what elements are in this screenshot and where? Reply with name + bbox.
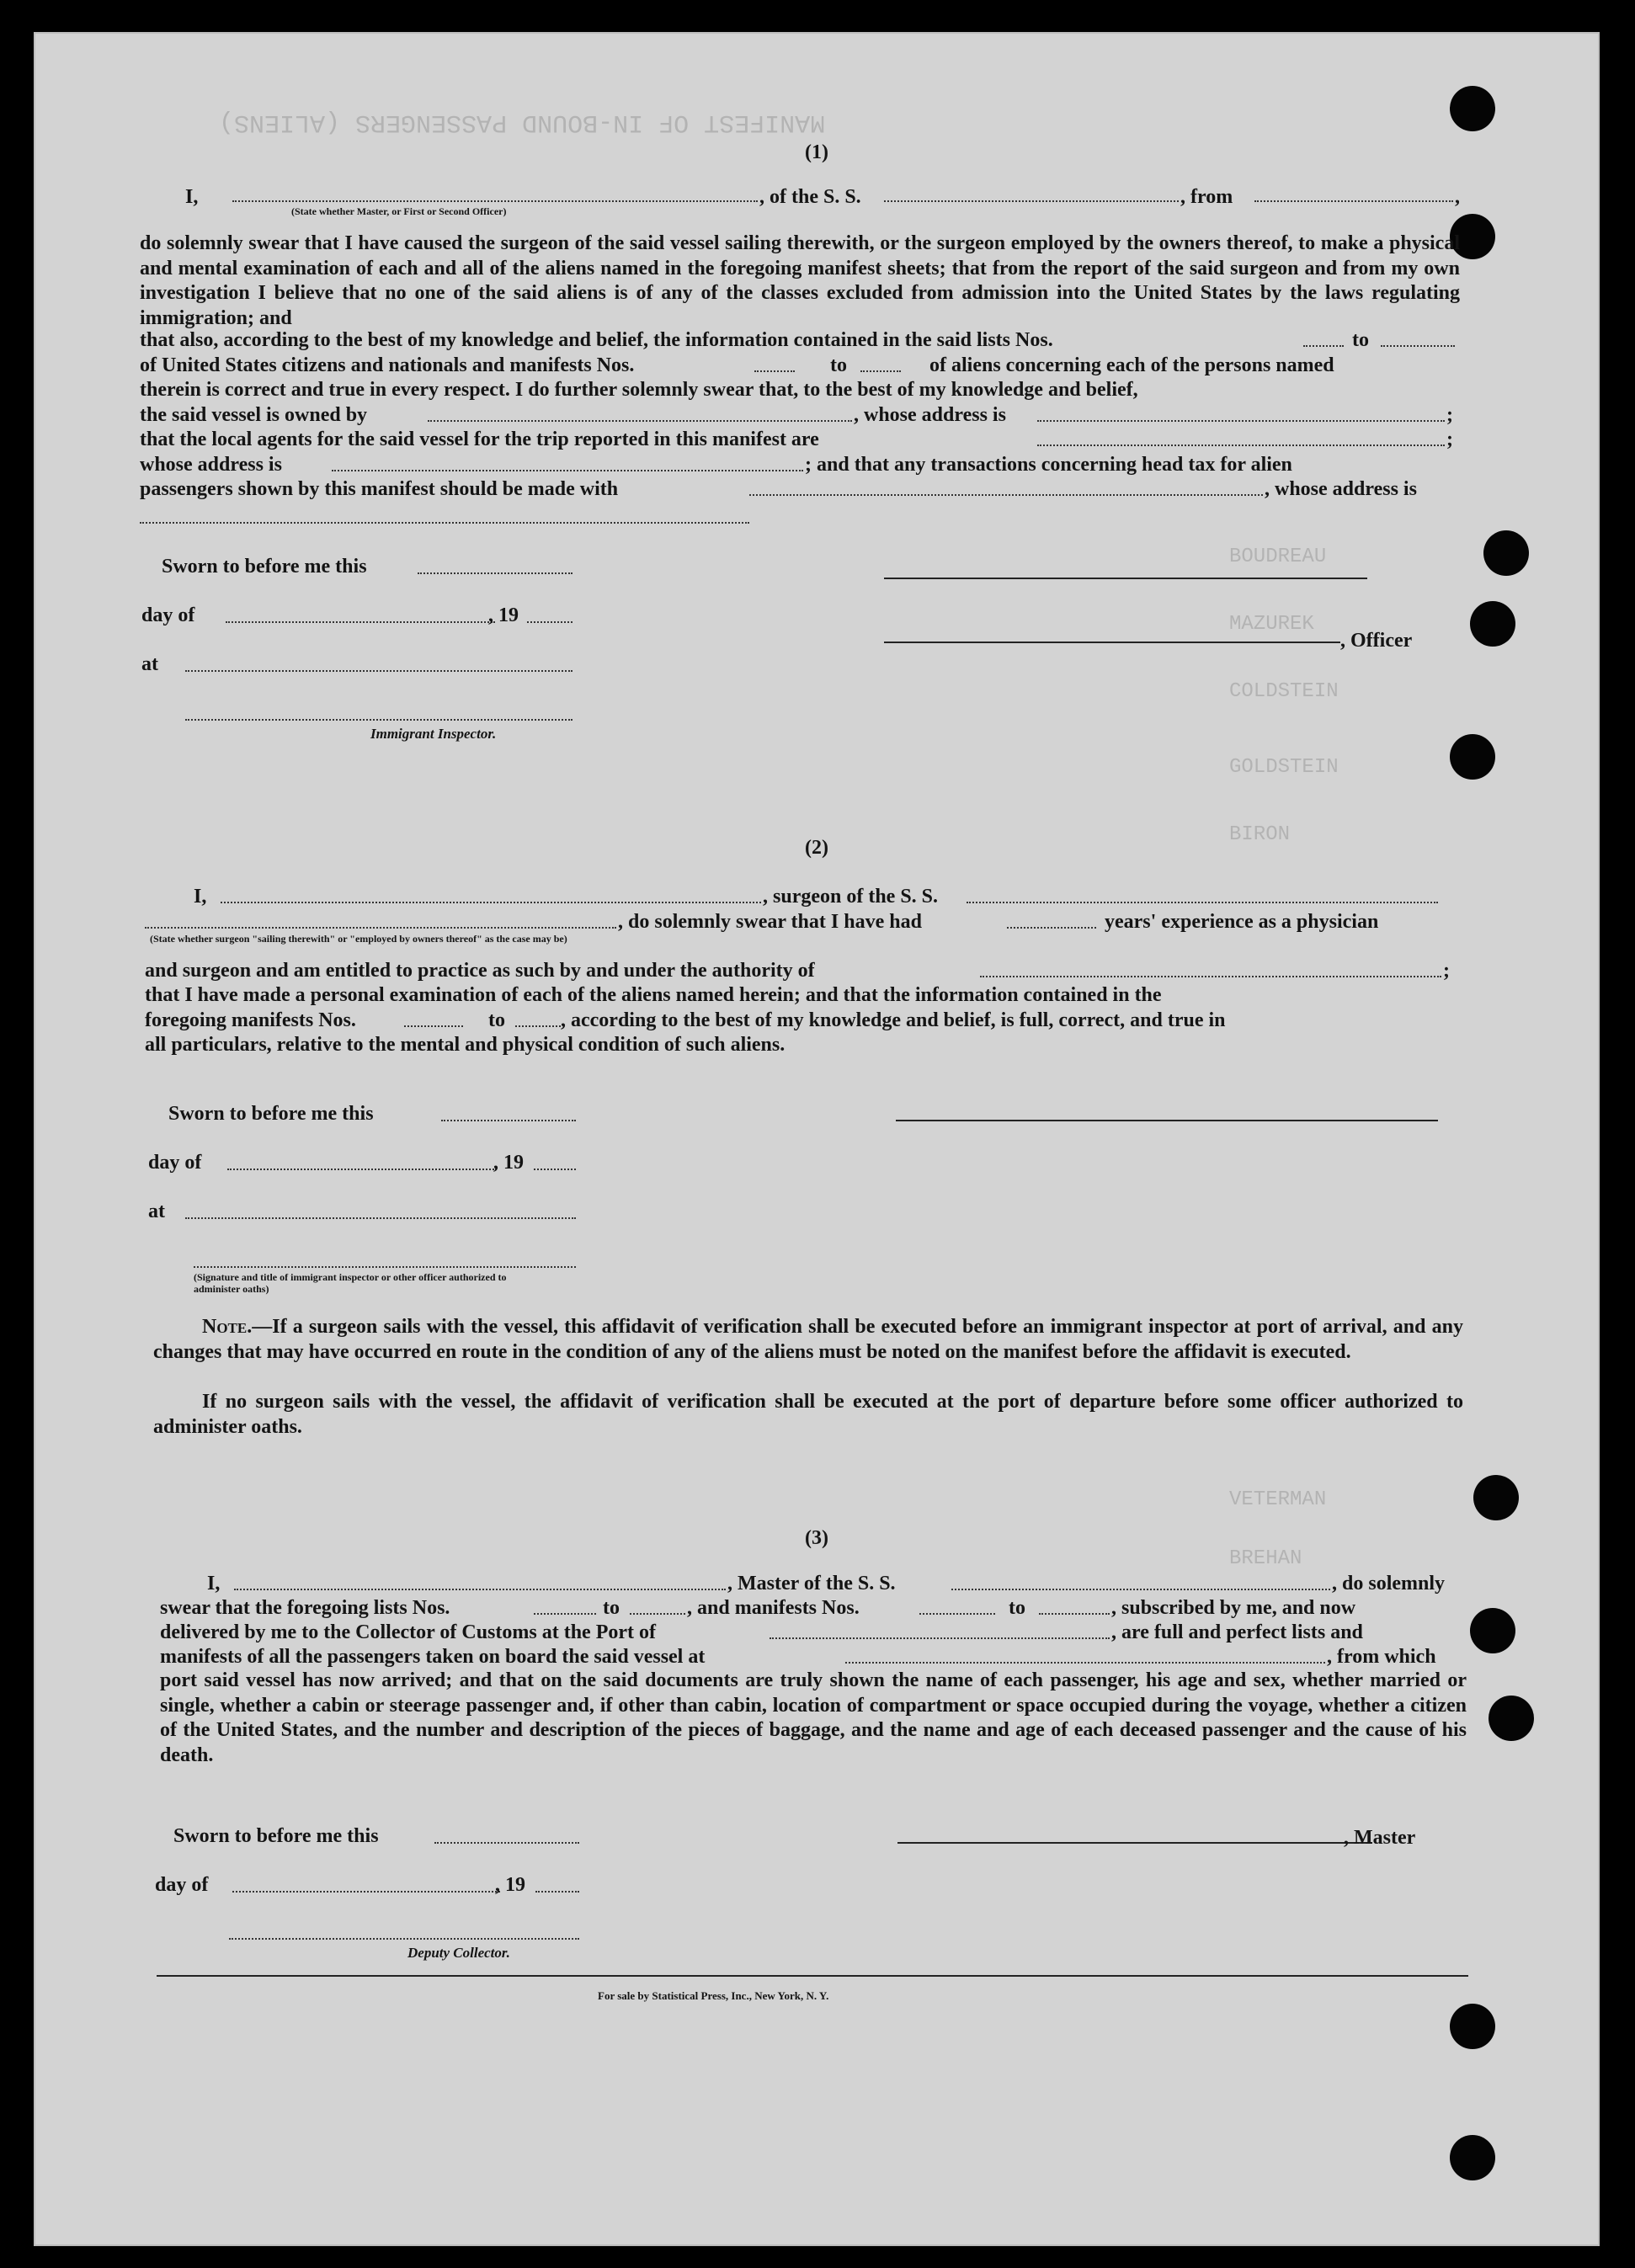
s3-lists-to-field[interactable] (630, 1613, 685, 1615)
s2-caption: (State whether surgeon "sailing therewith" or "employed by owners thereof" as the case may be) (150, 933, 567, 945)
s2-note-2: If no surgeon sails with the vessel, the affidavit of verification shall be executed at the port of departure before some officer authorized to administer oaths. (153, 1391, 1463, 1438)
s1-lists-from-field[interactable] (1303, 345, 1344, 347)
s2-years: years' experience as a physician (1105, 911, 1379, 933)
bleed-through-row: GOLDSTEIN (1229, 756, 1339, 779)
s1-whose1: , whose address is (854, 404, 1006, 426)
bleed-through-row: BREHAN (1229, 1547, 1302, 1570)
s2-vessel-field[interactable] (967, 902, 1438, 903)
punch-hole (1473, 1475, 1519, 1520)
footer-rule (157, 1975, 1468, 1977)
punch-hole (1483, 530, 1529, 576)
s2-years-field[interactable] (1007, 927, 1096, 929)
s1-inspector-label: Immigrant Inspector. (370, 726, 497, 742)
punch-hole (1489, 1696, 1534, 1741)
s2-and-surgeon: and surgeon and am entitled to practice as such by and under the authority of (145, 960, 815, 982)
s1-semi2: ; (1446, 429, 1453, 450)
s3-to: to (603, 1597, 620, 1619)
s3-year-field[interactable] (535, 1891, 579, 1893)
s3-swear: swear that the foregoing lists Nos. (160, 1597, 450, 1619)
s1-at: at (141, 653, 158, 675)
s3-full: , are full and perfect lists and (1111, 1621, 1363, 1643)
s2-at-field[interactable] (185, 1217, 576, 1219)
s1-semi1: ; (1446, 404, 1453, 426)
s1-owner-field[interactable] (428, 420, 852, 422)
s1-local: that the local agents for the said vessel for the trip reported in this manifest are (140, 429, 819, 450)
bleed-through-row: BOUDREAU (1229, 546, 1327, 568)
s3-paragraph: port said vessel has now arrived; and that on the said documents are truly shown the name of each passenger, his age and sex, whether married or single, whether a cabin or steerage passenger and, if other than cabin, location of compartment or space occupied during the voyage, whether a citizen of the United States, and the number and description of the pieces of baggage, and the name and age of each deceased passenger and the cause of his death. (160, 1669, 1467, 1766)
s3-manifests-to-field[interactable] (1039, 1613, 1110, 1615)
s3-master-label: , Master (1344, 1827, 1416, 1849)
s1-of-us: of United States citizens and nationals and manifests Nos. (140, 354, 635, 376)
s1-i: I, (185, 186, 199, 208)
s2-year-field[interactable] (534, 1169, 576, 1170)
s1-owned: the said vessel is owned by (140, 404, 368, 426)
s1-year-field[interactable] (527, 621, 573, 623)
s1-sworn: Sworn to before me this (162, 556, 367, 578)
s2-note-label: Note. (202, 1316, 253, 1338)
s1-from-field[interactable] (1254, 200, 1453, 202)
s3-delivered: delivered by me to the Collector of Customs at the Port of (160, 1621, 656, 1643)
s3-departure-field[interactable] (845, 1662, 1325, 1664)
s3-lists-from-field[interactable] (534, 1613, 596, 1615)
s1-sworn-field[interactable] (418, 572, 573, 574)
s2-foregoing: foregoing manifests Nos. (145, 1009, 356, 1031)
s2-nineteen: , 19 (493, 1152, 524, 1174)
punch-hole (1470, 1608, 1515, 1653)
s2-surgeon-of: , surgeon of the S. S. (763, 886, 939, 908)
s1-of-ss: , of the S. S. (759, 186, 861, 208)
s1-of-aliens: of aliens concerning each of the persons named (929, 354, 1334, 376)
footer-text: For sale by Statistical Press, Inc., New York, N. Y. (598, 1989, 829, 2002)
s2-at: at (148, 1201, 165, 1222)
s1-manifests-to-field[interactable] (860, 370, 901, 372)
s3-port-field[interactable] (770, 1637, 1110, 1639)
s1-nineteen: , 19 (488, 604, 519, 626)
s1-lists-to-field[interactable] (1381, 345, 1455, 347)
s1-manifests-from-field[interactable] (754, 370, 795, 372)
s2-sig-line[interactable] (194, 1266, 576, 1268)
s3-solemnly: , do solemnly (1332, 1573, 1446, 1595)
s3-vessel-field[interactable] (951, 1589, 1330, 1590)
s3-subscribed: , subscribed by me, and now (1111, 1597, 1356, 1619)
s3-master-of: , Master of the S. S. (727, 1573, 896, 1595)
punch-hole (1450, 734, 1495, 780)
s1-signature-line[interactable] (884, 578, 1367, 579)
section-2-number: (2) (805, 837, 828, 859)
s3-and-manifests: , and manifests Nos. (687, 1597, 860, 1619)
s2-day-field[interactable] (227, 1169, 497, 1170)
s2-all: all particulars, relative to the mental and physical condition of such aliens. (145, 1034, 786, 1056)
s1-whose2: whose address is (140, 454, 282, 476)
s2-sig-caption: (Signature and title of immigrant inspector or other officer authorized to administer oaths) (194, 1271, 507, 1295)
s1-officer-name-field[interactable] (232, 200, 758, 202)
s3-manifests: manifests of all the passengers taken on board the said vessel at (160, 1646, 706, 1668)
s3-sworn-field[interactable] (434, 1842, 579, 1844)
section-1-number: (1) (805, 141, 828, 163)
s2-according: , according to the best of my knowledge and belief, is full, correct, and true in (561, 1009, 1226, 1031)
s1-day-field[interactable] (226, 621, 495, 623)
s1-officer-caption: (State whether Master, or First or Second Officer) (291, 205, 507, 217)
s3-i: I, (207, 1573, 221, 1595)
s1-therein: therein is correct and true in every respect. I do further solemnly swear that, to the best of my knowledge and belief, (140, 379, 1138, 401)
s2-note-1 (153, 1315, 1463, 1365)
s3-deputy-line[interactable] (229, 1938, 579, 1940)
s1-inspector-line[interactable] (185, 719, 573, 721)
s1-comma: , (1455, 186, 1460, 208)
section-3-number: (3) (805, 1527, 828, 1549)
s3-to2: to (1009, 1597, 1025, 1619)
s1-vessel-field[interactable] (884, 200, 1179, 202)
bleed-through-row: VETERMAN (1229, 1488, 1327, 1511)
s1-head-tax: ; and that any transactions concerning head tax for alien (805, 454, 1292, 476)
s3-day-of: day of (155, 1874, 209, 1896)
bleed-through-row: MAZUREK (1229, 613, 1314, 636)
s3-signature-line[interactable] (897, 1842, 1372, 1844)
punch-hole (1470, 601, 1515, 647)
bleed-through-row: BIRON (1229, 823, 1291, 846)
s2-signature-line[interactable] (896, 1120, 1438, 1121)
bleed-through-title: MANIFEST OF IN-BOUND PASSENGERS (ALIENS) (219, 108, 826, 136)
s2-status-field[interactable] (145, 927, 616, 929)
s2-surgeon-name-field[interactable] (221, 902, 761, 903)
s1-agents-field[interactable] (1037, 445, 1445, 446)
s2-authority-field[interactable] (980, 976, 1441, 977)
s1-owner-address-field[interactable] (1037, 420, 1445, 422)
s3-sworn: Sworn to before me this (173, 1825, 379, 1847)
s1-passengers: passengers shown by this manifest should be made with (140, 478, 619, 500)
s3-deputy-label: Deputy Collector. (407, 1945, 510, 1961)
s1-from: , from (1180, 186, 1233, 208)
s2-manifests-from-field[interactable] (404, 1025, 463, 1027)
s3-nineteen: , 19 (495, 1874, 525, 1896)
s1-officer-line[interactable] (884, 642, 1340, 643)
s1-whose3: , whose address is (1265, 478, 1417, 500)
punch-hole (1450, 2135, 1495, 2180)
s1-to2: to (830, 354, 847, 376)
s2-note-text-1: —If a surgeon sails with the vessel, this affidavit of verification shall be executed before an immigrant inspector at port of arrival, and any changes that may have occurred en route in the condition of any of the aliens must be noted on the manifest before the affidavit is executed. (153, 1316, 1463, 1363)
s3-master-name-field[interactable] (234, 1589, 726, 1590)
s1-that-also: that also, according to the best of my knowledge and belief, the information contained in the said lists Nos. (140, 329, 1053, 351)
s2-day-of: day of (148, 1152, 202, 1174)
s1-day-of: day of (141, 604, 195, 626)
punch-hole (1450, 2004, 1495, 2049)
s2-made: that I have made a personal examination of each of the aliens named herein; and that the information contained in the (145, 984, 1162, 1006)
s2-semi: ; (1443, 960, 1450, 982)
s2-i: I, (194, 886, 207, 908)
s3-day-field[interactable] (232, 1891, 500, 1893)
s1-at-field[interactable] (185, 670, 573, 672)
s2-solemnly: , do solemnly swear that I have had (618, 911, 922, 933)
s1-head-tax-field[interactable] (749, 494, 1263, 496)
bleed-through-row: COLDSTEIN (1229, 680, 1339, 703)
document-page (34, 32, 1600, 2246)
punch-hole (1450, 86, 1495, 131)
s1-head-tax-address-field[interactable] (140, 522, 749, 524)
s1-to: to (1352, 329, 1369, 351)
s2-to: to (488, 1009, 505, 1031)
s3-from-which: , from which (1327, 1646, 1436, 1668)
s2-sworn-field[interactable] (441, 1120, 576, 1121)
s2-sworn: Sworn to before me this (168, 1103, 374, 1125)
s1-officer-label: , Officer (1340, 630, 1413, 652)
s2-manifests-to-field[interactable] (515, 1025, 561, 1027)
s1-agents-address-field[interactable] (332, 470, 803, 471)
s1-paragraph: do solemnly swear that I have caused the surgeon of the said vessel sailing therewith, or the surgeon employed by the owners thereof, to make a physical and mental examination of each and all of the aliens named in the foregoing manifest sheets; that from the report of the said surgeon and from my own investigation I believe that no one of the said aliens is of any of the classes excluded from admission into the United States by the laws regulating immigration; and (140, 232, 1460, 329)
s3-manifests-from-field[interactable] (919, 1613, 995, 1615)
